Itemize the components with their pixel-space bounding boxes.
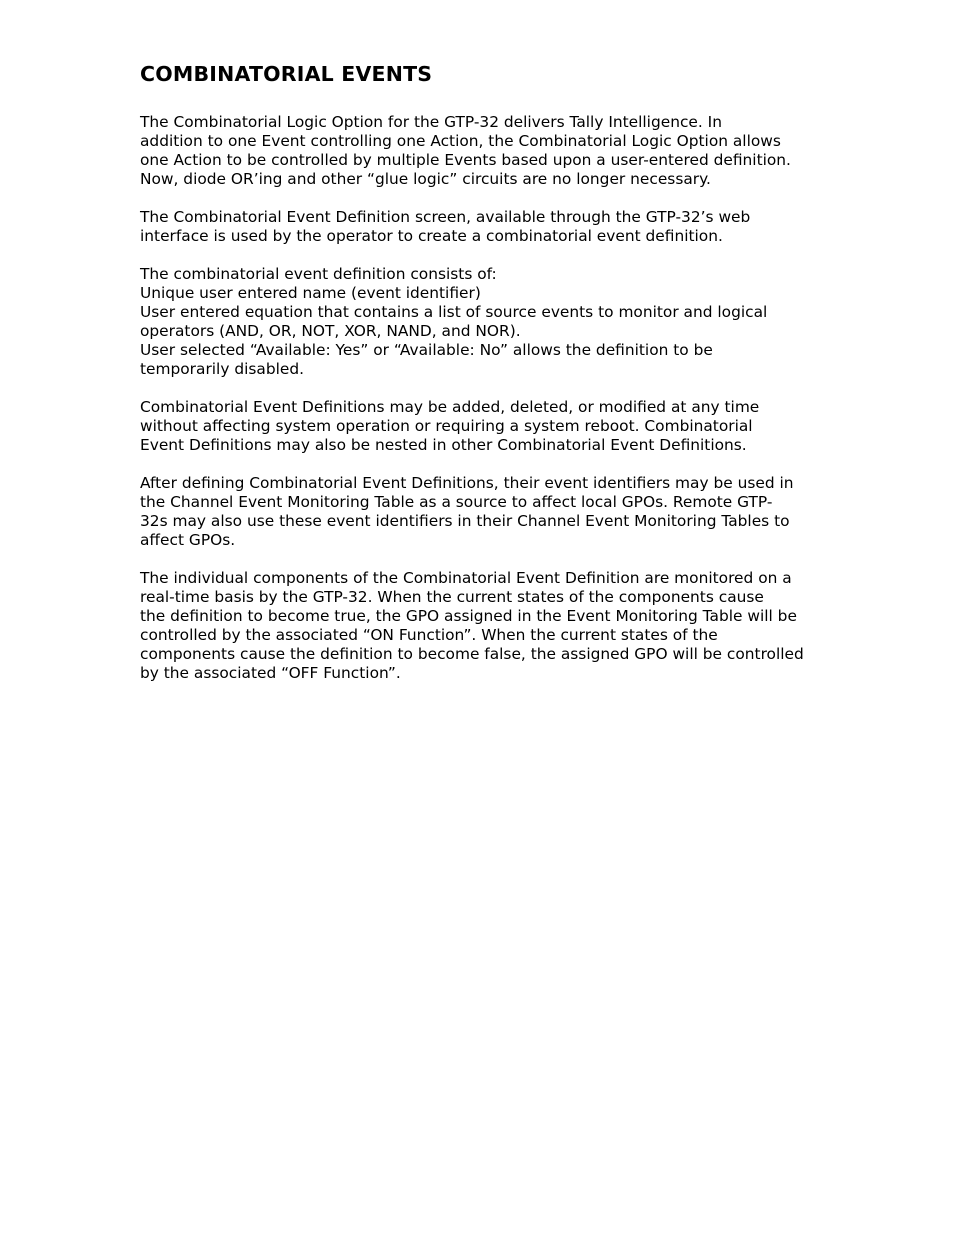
text-line: without affecting system operation or requiring a system reboot. Combinatorial	[140, 417, 753, 435]
text-line: Event Definitions may also be nested in other Combinatorial Event Definitions.	[140, 436, 747, 454]
paragraph-usage	[140, 474, 830, 550]
text-line: The Combinatorial Event Definition screen, available through the GTP-32’s web	[140, 208, 751, 226]
text-line: interface is used by the operator to create a combinatorial event definition.	[140, 227, 723, 245]
text-line: operators (AND, OR, NOT, XOR, NAND, and NOR).	[140, 322, 521, 340]
text-line: by the associated “OFF Function”.	[140, 664, 401, 682]
text-line: real-time basis by the GTP-32. When the current states of the components cause	[140, 588, 764, 606]
text-line: The combinatorial event definition consists of:	[140, 265, 497, 283]
page-title: COMBINATORIAL EVENTS	[140, 62, 433, 86]
text-line: addition to one Event controlling one Action, the Combinatorial Logic Option allows	[140, 132, 781, 150]
text-line: temporarily disabled.	[140, 360, 304, 378]
text-line: components cause the definition to become false, the assigned GPO will be controlled	[140, 645, 804, 663]
text-line: 32s may also use these event identifiers in their Channel Event Monitoring Tables to	[140, 512, 790, 530]
text-line: The individual components of the Combinatorial Event Definition are monitored on a	[140, 569, 792, 587]
text-line: affect GPOs.	[140, 531, 236, 549]
text-line: Now, diode OR’ing and other “glue logic” circuits are no longer necessary.	[140, 170, 711, 188]
text-line: After defining Combinatorial Event Definitions, their event identifiers may be used in	[140, 474, 794, 492]
text-line: Unique user entered name (event identifier)	[140, 284, 481, 302]
text-line: User selected “Available: Yes” or “Available: No” allows the definition to be	[140, 341, 713, 359]
text-line: the definition to become true, the GPO assigned in the Event Monitoring Table will be	[140, 607, 797, 625]
text-line: User entered equation that contains a list of source events to monitor and logical	[140, 303, 768, 321]
text-line: Combinatorial Event Definitions may be added, deleted, or modified at any time	[140, 398, 760, 416]
paragraph-monitoring	[140, 569, 830, 683]
document-page	[140, 60, 830, 702]
paragraph-definition-contents	[140, 265, 830, 379]
text-line: one Action to be controlled by multiple Events based upon a user-entered definition.	[140, 151, 791, 169]
text-line: controlled by the associated “ON Function”. When the current states of the	[140, 626, 718, 644]
paragraph-intro	[140, 113, 830, 189]
paragraph-definition-screen	[140, 208, 830, 246]
text-line: The Combinatorial Logic Option for the GTP-32 delivers Tally Intelligence. In	[140, 113, 722, 131]
paragraph-editing	[140, 398, 830, 455]
text-line: the Channel Event Monitoring Table as a source to affect local GPOs. Remote GTP-	[140, 493, 773, 511]
